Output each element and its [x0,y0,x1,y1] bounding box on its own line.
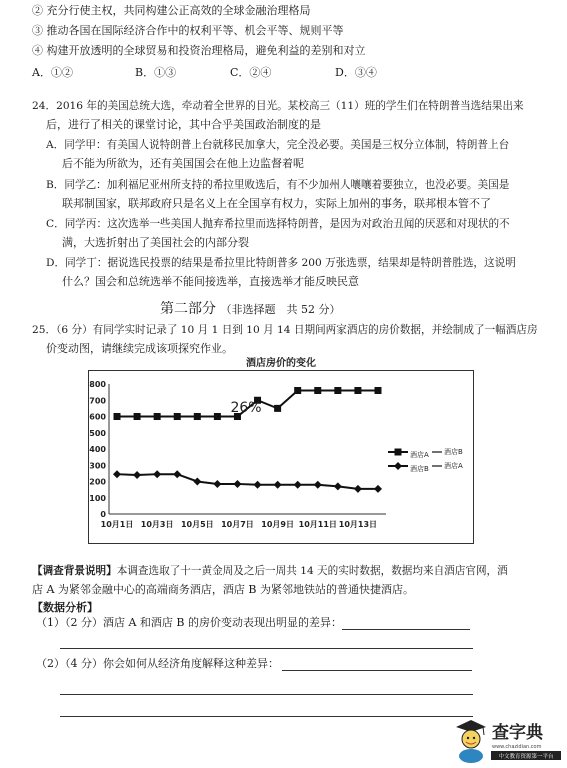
answer-blank-1a[interactable] [342,629,470,630]
data-point [214,413,221,420]
logo-slogan: 中文教育资源第一平台 [498,754,554,760]
y-tick-label: 600 [89,412,106,422]
choice-b: B．①③ [135,66,177,79]
choice-c: C．②④ [230,66,272,79]
x-tick-label: 10月11日 [298,520,337,529]
q25-stem-1: 25．（6 分）有同学实时记录了 10 月 1 日到 10 月 14 日期间两家酒店的房价数据，并绘制成了一幅酒店房 [32,324,538,336]
q24-option-d-2: 什么？国会和总统选举不能间接选举，直接选举才能反映民意 [62,275,359,288]
section-2-title: 第二部分 [160,301,216,317]
section-2-note: （非选择题 共 52 分） [220,303,341,316]
q23-item-3: ③ 推动各国在国际经济合作中的权利平等、机会平等、规则平等 [32,24,344,37]
x-tick-label: 10月3日 [140,520,174,529]
data-point [154,413,161,420]
x-tick-label: 10月7日 [221,520,254,529]
q23-item-2: ② 充分行使主权，共同构建公正高效的全球金融治理格局 [32,4,311,17]
data-point [134,413,141,420]
q25-sub-2: （2）（4 分）你会如何从经济角度解释这种差异： [36,657,279,670]
chazidian-logo [452,714,564,764]
q24-option-c-1: C．同学丙：这次选举一些美国人抛弃希拉里而选择特朗普，是因为对政治丑闻的厌恶和对现状的不 [46,218,510,230]
q24-option-a-1: A．同学甲：有美国人说特朗普上台就移民加拿大，完全没必要。美国是三权分立体制，特朗普上台 [46,139,510,151]
q25-stem-2: 价变动图，请继续完成该项探究作业。 [46,342,233,355]
data-point [375,387,382,394]
answer-blank-2a[interactable] [282,670,472,671]
data-point [334,387,341,394]
q25-background-2: 店 A 为紧邻金融中心的高端商务酒店，酒店 B 为紧邻地铁站的普通快捷酒店。 [32,583,415,596]
y-tick-label: 400 [89,445,106,454]
legend-label: 酒店B [410,465,429,473]
data-point [274,405,281,412]
legend-extra-label: 酒店A [444,462,463,470]
legend-label: 酒店A [410,451,429,459]
q25-background-1 [32,564,508,578]
analysis-label: 【数据分析】 [32,601,98,614]
logo-graphic [452,714,564,764]
chart-annotation: 26% [230,400,262,416]
y-tick-label: 500 [89,428,106,438]
x-tick-label: 10月13日 [338,520,378,529]
x-tick-label: 10月5日 [180,520,214,529]
q24-option-a-2: 后不能为所欲为，还有美国国会在他上边监督着呢 [62,157,304,170]
section-2-header [160,298,340,318]
logo-url: www.chazidian.com [492,744,542,750]
q24-option-b-1: B．同学乙：加利福尼亚州所支持的希拉里败选后，有不少加州人嚷嚷着要独立，也没必要。美国是 [46,179,510,191]
q24-option-c-2: 满，大选折射出了美国社会的内部分裂 [62,236,249,249]
y-tick-label: 300 [89,461,106,471]
q24-stem-1: 24．2016 年的美国总统大选，牵动着全世界的目光。某校高三（11）班的学生们在特朗普当选结果出来 [32,100,524,112]
choice-d: D．③④ [335,66,377,79]
answer-blank-1b[interactable] [60,648,473,649]
answer-blank-2b[interactable] [60,694,473,695]
y-tick-label: 0 [100,510,106,519]
legend-marker [395,449,402,456]
answer-blank-2c[interactable] [60,716,473,717]
y-tick-label: 700 [89,396,106,406]
data-point [314,387,321,394]
q24-option-d-1: D．同学丁：据说选民投票的结果是希拉里比特朗普多 200 万张选票，结果却是特朗普胜选，这说明 [46,257,516,269]
choice-a: A．①② [32,66,73,79]
data-point [174,413,181,420]
q23-item-4: ④ 构建开放透明的全球贸易和投资治理格局，避免利益的差别和对立 [32,44,366,57]
chart-svg [88,352,474,545]
q24-option-b-2: 联邦制国家，联邦政府只是名义上在全国享有权力，实际上加州的事务，联邦根本管不了 [62,197,491,210]
y-tick-label: 100 [89,493,106,503]
data-point [114,413,121,420]
background-label: 【调查背景说明】 [32,565,117,577]
logo-title: 查字典 [492,723,543,743]
data-point [294,387,301,394]
y-tick-label: 800 [89,380,106,389]
q24-stem-2: 后，进行了相关的课堂讨论，其中合乎美国政治制度的是 [46,118,321,131]
legend-extra-label: 酒店B [444,448,463,456]
x-tick-label: 10月1日 [100,520,134,529]
background-text-1: 本调查选取了十一黄金周及之后一周共 14 天的实时数据，数据均来自酒店官网，酒 [116,565,508,577]
data-point [194,413,201,420]
chart-title: 酒店房价的变化 [246,358,316,369]
y-tick-label: 200 [89,477,106,487]
x-tick-label: 10月9日 [261,520,294,529]
q25-sub-1: （1）（2 分）酒店 A 和酒店 B 的房价变动表现出明显的差异： [36,616,343,629]
hotel-price-chart [88,352,474,545]
data-point [354,387,361,394]
mascot-icon [456,720,486,763]
